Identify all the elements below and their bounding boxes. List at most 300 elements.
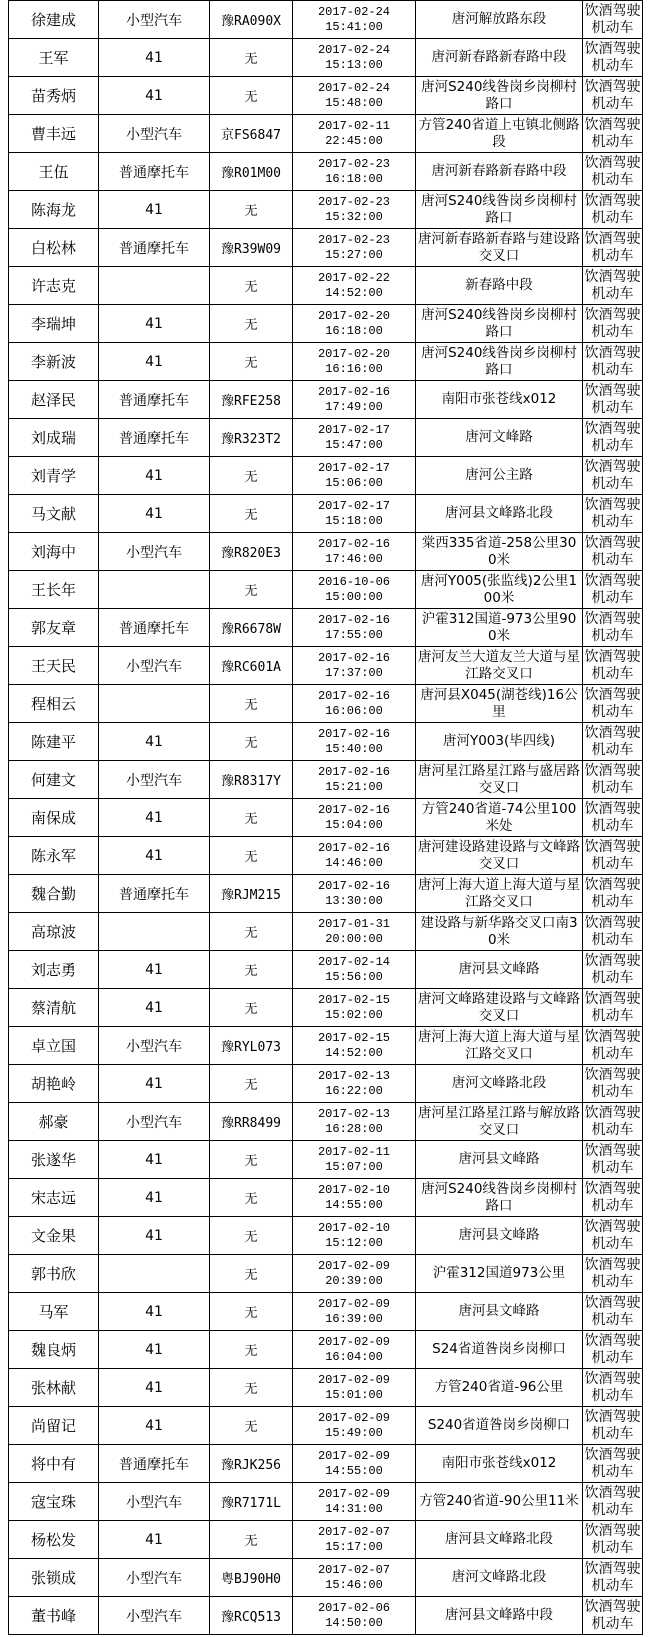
violation-cell [583, 1, 643, 39]
name-cell: 李新波 [9, 343, 99, 381]
location-text: 唐河县文峰路北段 [445, 1531, 553, 1547]
vehicle-type-cell: 小型汽车 [99, 1027, 210, 1065]
plate-cell: 无 [210, 723, 293, 761]
violation-text: 饮酒驾驶机动车 [584, 40, 641, 74]
location-text: 方管240省道-74公里100米处 [421, 800, 577, 834]
datetime-cell [293, 685, 416, 723]
vehicle-type-cell: 普通摩托车 [99, 153, 210, 191]
violation-cell [583, 837, 643, 875]
date-text: 2017-01-31 [317, 916, 390, 931]
datetime-cell [293, 989, 416, 1027]
table-row [9, 153, 643, 191]
plate-cell: 豫R7171L [210, 1483, 293, 1521]
plate-cell: 豫R8317Y [210, 761, 293, 799]
location-text: 唐河S240线昝岗乡岗柳村路口 [421, 78, 577, 112]
location-cell [416, 381, 583, 419]
location-text: 唐河县文峰路 [458, 1227, 540, 1243]
name-cell: 曹丰远 [9, 115, 99, 153]
table-row [9, 761, 643, 799]
plate-cell: 豫RYL073 [210, 1027, 293, 1065]
location-cell [416, 419, 583, 457]
location-text: 方管240省道上屯镇北侧路段 [418, 116, 580, 150]
vehicle-type-cell: 41 [99, 1521, 210, 1559]
table-row [9, 875, 643, 913]
plate-cell: 豫RJM215 [210, 875, 293, 913]
violation-text: 饮酒驾驶机动车 [584, 1484, 641, 1518]
plate-cell: 无 [210, 1179, 293, 1217]
time-text: 22:45:00 [325, 133, 383, 148]
location-text: 唐河解放路东段 [451, 11, 547, 27]
datetime-cell [293, 1445, 416, 1483]
time-text: 16:18:00 [325, 323, 383, 338]
violation-cell [583, 799, 643, 837]
location-text: 唐河S240线昝岗乡岗柳村路口 [421, 306, 577, 340]
vehicle-type-cell: 小型汽车 [99, 1597, 210, 1635]
time-text: 15:49:00 [325, 1425, 383, 1440]
plate-cell: 无 [210, 305, 293, 343]
violation-cell [583, 1407, 643, 1445]
vehicle-type-cell [99, 685, 210, 723]
vehicle-type-cell: 41 [99, 723, 210, 761]
date-text: 2017-02-17 [317, 460, 390, 475]
datetime-cell [293, 267, 416, 305]
violation-text: 饮酒驾驶机动车 [584, 1180, 641, 1214]
location-text: 唐河文峰路北段 [451, 1075, 547, 1091]
plate-cell: 无 [210, 799, 293, 837]
violation-text: 饮酒驾驶机动车 [584, 648, 641, 682]
location-text: 唐河星江路星江路与解放路交叉口 [418, 1104, 580, 1138]
name-cell: 刘青学 [9, 457, 99, 495]
datetime-cell [293, 837, 416, 875]
vehicle-type-cell: 41 [99, 1293, 210, 1331]
datetime-cell [293, 913, 416, 951]
location-text: 唐河县文峰路 [458, 1151, 540, 1167]
name-cell: 王军 [9, 39, 99, 77]
plate-cell: 无 [210, 571, 293, 609]
datetime-cell [293, 571, 416, 609]
violation-text: 饮酒驾驶机动车 [584, 534, 641, 568]
table-row [9, 305, 643, 343]
location-cell [416, 1597, 583, 1635]
time-text: 14:52:00 [325, 1045, 383, 1060]
date-text: 2017-02-14 [317, 954, 390, 969]
table-row [9, 913, 643, 951]
table-row [9, 457, 643, 495]
plate-cell: 无 [210, 495, 293, 533]
datetime-cell [293, 153, 416, 191]
plate-cell: 豫RFE258 [210, 381, 293, 419]
violation-text: 饮酒驾驶机动车 [584, 1522, 641, 1556]
datetime-cell [293, 457, 416, 495]
time-text: 17:37:00 [325, 665, 383, 680]
violation-text: 饮酒驾驶机动车 [584, 1142, 641, 1176]
vehicle-type-cell: 41 [99, 457, 210, 495]
violation-text: 饮酒驾驶机动车 [584, 230, 641, 264]
name-cell: 杨松发 [9, 1521, 99, 1559]
name-cell: 许志克 [9, 267, 99, 305]
location-cell [416, 305, 583, 343]
plate-cell: 无 [210, 191, 293, 229]
name-cell: 陈建平 [9, 723, 99, 761]
date-text: 2017-02-20 [317, 308, 390, 323]
violation-text: 饮酒驾驶机动车 [584, 1104, 641, 1138]
datetime-cell [293, 495, 416, 533]
plate-cell: 无 [210, 1369, 293, 1407]
location-cell [416, 39, 583, 77]
violation-cell [583, 1179, 643, 1217]
date-text: 2017-02-06 [317, 1600, 390, 1615]
time-text: 17:49:00 [325, 399, 383, 414]
violation-text: 饮酒驾驶机动车 [584, 420, 641, 454]
location-text: 唐河县文峰路 [458, 1303, 540, 1319]
name-cell: 苗秀炳 [9, 77, 99, 115]
location-text: 唐河S240线昝岗乡岗柳村路口 [421, 192, 577, 226]
violation-cell [583, 1331, 643, 1369]
violation-cell [583, 647, 643, 685]
violation-text: 饮酒驾驶机动车 [584, 458, 641, 492]
location-text: 南阳市张苍线x012 [441, 1455, 557, 1471]
datetime-cell [293, 343, 416, 381]
name-cell: 宋志远 [9, 1179, 99, 1217]
table-row [9, 1445, 643, 1483]
location-cell [416, 875, 583, 913]
name-cell: 南保成 [9, 799, 99, 837]
vehicle-type-cell: 41 [99, 1369, 210, 1407]
name-cell: 张遂华 [9, 1141, 99, 1179]
time-text: 20:39:00 [325, 1273, 383, 1288]
location-cell [416, 1027, 583, 1065]
plate-cell: 无 [210, 1521, 293, 1559]
location-text: 唐河文峰路 [465, 429, 533, 445]
time-text: 15:02:00 [325, 1007, 383, 1022]
location-cell [416, 951, 583, 989]
date-text: 2017-02-13 [317, 1106, 390, 1121]
violation-text: 饮酒驾驶机动车 [584, 686, 641, 720]
vehicle-type-cell: 41 [99, 989, 210, 1027]
table-row [9, 1, 643, 39]
location-cell [416, 153, 583, 191]
violation-text: 饮酒驾驶机动车 [584, 1408, 641, 1442]
table-row [9, 1483, 643, 1521]
time-text: 16:22:00 [325, 1083, 383, 1098]
time-text: 16:06:00 [325, 703, 383, 718]
datetime-cell [293, 799, 416, 837]
violation-text: 饮酒驾驶机动车 [584, 382, 641, 416]
name-cell: 张锁成 [9, 1559, 99, 1597]
time-text: 15:12:00 [325, 1235, 383, 1250]
vehicle-type-cell: 41 [99, 1179, 210, 1217]
name-cell: 刘海中 [9, 533, 99, 571]
violation-cell [583, 115, 643, 153]
table-row [9, 1369, 643, 1407]
date-text: 2017-02-20 [317, 346, 390, 361]
time-text: 15:32:00 [325, 209, 383, 224]
date-text: 2017-02-16 [317, 612, 390, 627]
violation-cell [583, 723, 643, 761]
name-cell: 郝豪 [9, 1103, 99, 1141]
violation-cell [583, 1027, 643, 1065]
violation-text: 饮酒驾驶机动车 [584, 116, 641, 150]
vehicle-type-cell: 41 [99, 191, 210, 229]
datetime-cell [293, 761, 416, 799]
violation-cell [583, 419, 643, 457]
violation-cell [583, 229, 643, 267]
plate-cell: 无 [210, 989, 293, 1027]
vehicle-type-cell [99, 1255, 210, 1293]
violation-table [8, 0, 643, 1635]
plate-cell: 无 [210, 1065, 293, 1103]
table-row [9, 609, 643, 647]
date-text: 2017-02-22 [317, 270, 390, 285]
vehicle-type-cell: 普通摩托车 [99, 229, 210, 267]
violation-cell [583, 457, 643, 495]
name-cell: 胡艳岭 [9, 1065, 99, 1103]
violation-cell [583, 267, 643, 305]
vehicle-type-cell [99, 913, 210, 951]
violation-text: 饮酒驾驶机动车 [584, 1256, 641, 1290]
table-row [9, 1293, 643, 1331]
vehicle-type-cell: 小型汽车 [99, 1, 210, 39]
time-text: 15:01:00 [325, 1387, 383, 1402]
plate-cell: 京FS6847 [210, 115, 293, 153]
violation-text: 饮酒驾驶机动车 [584, 496, 641, 530]
datetime-cell [293, 1027, 416, 1065]
location-text: 唐河S240线昝岗乡岗柳村路口 [421, 344, 577, 378]
date-text: 2017-02-24 [317, 42, 390, 57]
violation-cell [583, 951, 643, 989]
violation-text: 饮酒驾驶机动车 [584, 268, 641, 302]
violation-text: 饮酒驾驶机动车 [584, 154, 641, 188]
plate-cell: 豫R39W09 [210, 229, 293, 267]
table-row [9, 1027, 643, 1065]
vehicle-type-cell: 41 [99, 1065, 210, 1103]
name-cell: 文金果 [9, 1217, 99, 1255]
location-cell [416, 1331, 583, 1369]
violation-text: 饮酒驾驶机动车 [584, 1332, 641, 1366]
violation-text: 饮酒驾驶机动车 [584, 344, 641, 378]
location-text: 唐河文峰路建设路与文峰路交叉口 [418, 990, 580, 1024]
datetime-cell [293, 381, 416, 419]
date-text: 2017-02-16 [317, 764, 390, 779]
time-text: 14:50:00 [325, 1615, 383, 1630]
violation-text: 饮酒驾驶机动车 [584, 952, 641, 986]
violation-cell [583, 1483, 643, 1521]
location-cell [416, 799, 583, 837]
time-text: 15:18:00 [325, 513, 383, 528]
date-text: 2017-02-24 [317, 4, 390, 19]
name-cell: 白松林 [9, 229, 99, 267]
vehicle-type-cell: 小型汽车 [99, 1559, 210, 1597]
date-text: 2017-02-15 [317, 1030, 390, 1045]
date-text: 2017-02-07 [317, 1524, 390, 1539]
vehicle-type-cell: 41 [99, 1331, 210, 1369]
table-row [9, 723, 643, 761]
date-text: 2017-02-09 [317, 1372, 390, 1387]
datetime-cell [293, 1559, 416, 1597]
vehicle-type-cell: 小型汽车 [99, 1103, 210, 1141]
plate-cell: 无 [210, 837, 293, 875]
location-cell [416, 1559, 583, 1597]
datetime-cell [293, 1255, 416, 1293]
violation-text: 饮酒驾驶机动车 [584, 2, 641, 36]
time-text: 14:55:00 [325, 1197, 383, 1212]
time-text: 14:46:00 [325, 855, 383, 870]
date-text: 2017-02-09 [317, 1486, 390, 1501]
plate-cell: 豫RJK256 [210, 1445, 293, 1483]
location-text: 唐河新春路新春路与建设路交叉口 [418, 230, 580, 264]
violation-cell [583, 1065, 643, 1103]
name-cell: 赵泽民 [9, 381, 99, 419]
location-text: 新春路中段 [465, 277, 533, 293]
location-cell [416, 343, 583, 381]
table-row [9, 1179, 643, 1217]
violation-text: 饮酒驾驶机动车 [584, 1294, 641, 1328]
location-cell [416, 761, 583, 799]
location-text: 唐河新春路新春路中段 [431, 163, 567, 179]
table-body [9, 1, 643, 1635]
name-cell: 张林献 [9, 1369, 99, 1407]
location-cell [416, 267, 583, 305]
datetime-cell [293, 1103, 416, 1141]
violation-text: 饮酒驾驶机动车 [584, 1370, 641, 1404]
datetime-cell [293, 305, 416, 343]
table-row [9, 1407, 643, 1445]
datetime-cell [293, 1293, 416, 1331]
location-cell [416, 1483, 583, 1521]
location-text: 唐河公主路 [465, 467, 533, 483]
table-row [9, 571, 643, 609]
vehicle-type-cell: 小型汽车 [99, 647, 210, 685]
location-text: 沪霍312国道-973公里900米 [421, 610, 577, 644]
vehicle-type-cell: 41 [99, 77, 210, 115]
table-row [9, 191, 643, 229]
time-text: 15:48:00 [325, 95, 383, 110]
date-text: 2017-02-15 [317, 992, 390, 1007]
date-text: 2017-02-23 [317, 156, 390, 171]
date-text: 2017-02-09 [317, 1334, 390, 1349]
vehicle-type-cell: 41 [99, 799, 210, 837]
name-cell: 程相云 [9, 685, 99, 723]
location-cell [416, 685, 583, 723]
location-text: 唐河友兰大道友兰大道与星江路交叉口 [418, 648, 580, 682]
date-text: 2017-02-16 [317, 726, 390, 741]
violation-text: 饮酒驾驶机动车 [584, 724, 641, 758]
datetime-cell [293, 609, 416, 647]
location-cell [416, 1, 583, 39]
violation-text: 饮酒驾驶机动车 [584, 762, 641, 796]
date-text: 2017-02-11 [317, 1144, 390, 1159]
violation-text: 饮酒驾驶机动车 [584, 1066, 641, 1100]
name-cell: 何建文 [9, 761, 99, 799]
time-text: 15:27:00 [325, 247, 383, 262]
violation-cell [583, 571, 643, 609]
datetime-cell [293, 1331, 416, 1369]
location-cell [416, 1293, 583, 1331]
violation-text: 饮酒驾驶机动车 [584, 990, 641, 1024]
table-row [9, 1141, 643, 1179]
name-cell: 魏合勤 [9, 875, 99, 913]
time-text: 16:39:00 [325, 1311, 383, 1326]
plate-cell: 豫RA090X [210, 1, 293, 39]
plate-cell: 无 [210, 1331, 293, 1369]
vehicle-type-cell: 普通摩托车 [99, 875, 210, 913]
location-cell [416, 191, 583, 229]
violation-cell [583, 39, 643, 77]
time-text: 16:28:00 [325, 1121, 383, 1136]
violation-text: 饮酒驾驶机动车 [584, 1560, 641, 1594]
location-text: 唐河县文峰路 [458, 961, 540, 977]
plate-cell: 无 [210, 1217, 293, 1255]
time-text: 17:46:00 [325, 551, 383, 566]
date-text: 2017-02-16 [317, 384, 390, 399]
location-text: 唐河星江路星江路与盛居路交叉口 [418, 762, 580, 796]
name-cell: 将中有 [9, 1445, 99, 1483]
location-cell [416, 1445, 583, 1483]
datetime-cell [293, 1217, 416, 1255]
vehicle-type-cell: 41 [99, 305, 210, 343]
violation-cell [583, 495, 643, 533]
name-cell: 徐建成 [9, 1, 99, 39]
location-cell [416, 1255, 583, 1293]
date-text: 2017-02-23 [317, 232, 390, 247]
time-text: 15:00:00 [325, 589, 383, 604]
datetime-cell [293, 1597, 416, 1635]
violation-text: 饮酒驾驶机动车 [584, 838, 641, 872]
location-cell [416, 723, 583, 761]
location-text: 方管240省道-90公里11米 [419, 1493, 579, 1509]
violation-cell [583, 1521, 643, 1559]
violation-text: 饮酒驾驶机动车 [584, 800, 641, 834]
violation-text: 饮酒驾驶机动车 [584, 78, 641, 112]
date-text: 2017-02-24 [317, 80, 390, 95]
location-cell [416, 1103, 583, 1141]
date-text: 2017-02-10 [317, 1182, 390, 1197]
violation-text: 饮酒驾驶机动车 [584, 1028, 641, 1062]
vehicle-type-cell: 41 [99, 1217, 210, 1255]
name-cell: 郭友章 [9, 609, 99, 647]
time-text: 15:13:00 [325, 57, 383, 72]
location-text: 沪霍312国道973公里 [432, 1265, 566, 1281]
violation-cell [583, 1255, 643, 1293]
violation-cell [583, 989, 643, 1027]
location-cell [416, 495, 583, 533]
vehicle-type-cell: 小型汽车 [99, 533, 210, 571]
datetime-cell [293, 1141, 416, 1179]
name-cell: 郭书欣 [9, 1255, 99, 1293]
time-text: 15:17:00 [325, 1539, 383, 1554]
violation-cell [583, 1217, 643, 1255]
time-text: 16:04:00 [325, 1349, 383, 1364]
table-row [9, 229, 643, 267]
vehicle-type-cell: 41 [99, 837, 210, 875]
table-row [9, 1065, 643, 1103]
violation-cell [583, 77, 643, 115]
date-text: 2016-10-06 [317, 574, 390, 589]
date-text: 2017-02-09 [317, 1410, 390, 1425]
violation-cell [583, 343, 643, 381]
table-row [9, 1255, 643, 1293]
vehicle-type-cell: 41 [99, 951, 210, 989]
table-row [9, 1559, 643, 1597]
violation-cell [583, 1597, 643, 1635]
location-text: 唐河县文峰路中段 [445, 1607, 553, 1623]
violation-text: 饮酒驾驶机动车 [584, 1218, 641, 1252]
plate-cell: 豫RCQ513 [210, 1597, 293, 1635]
table-row [9, 1521, 643, 1559]
vehicle-type-cell: 41 [99, 1407, 210, 1445]
plate-cell: 无 [210, 343, 293, 381]
location-cell [416, 115, 583, 153]
